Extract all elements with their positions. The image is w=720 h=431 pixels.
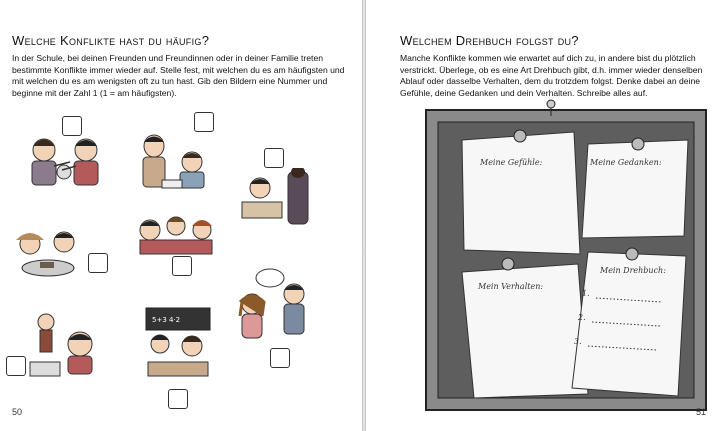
left-page-title: Welche Konflikte hast du häufig? — [12, 33, 210, 48]
corkboard — [366, 96, 720, 416]
right-page-title: Welchem Drehbuch folgst du? — [400, 33, 579, 48]
ranking-box-1[interactable] — [62, 116, 82, 136]
ranking-box-6[interactable] — [270, 348, 290, 368]
left-page-paragraph: In der Schule, bei deinen Freunden und Freundinnen oder in deiner Familie treten bestimmte Konflikte immer wieder auf. Stelle fest, mit welchen du es am häufigsten und mit welchen du es am wenigsten oft zu tun hast. Gib den Bildern eine Nummer und beginne mit der Zahl 1 (1 = am häufigsten). — [12, 53, 345, 98]
ranking-box-3[interactable] — [264, 148, 284, 168]
svg-text:5+3 4·2: 5+3 4·2 — [152, 316, 181, 324]
illustration-classroom — [142, 304, 214, 384]
ranking-box-4[interactable] — [88, 253, 108, 273]
note-thoughts-label: Meine Gedanken: — [590, 158, 662, 167]
ranking-box-8[interactable] — [168, 389, 188, 409]
illustration-kids-talking — [232, 268, 314, 344]
illustration-sad-kid — [26, 308, 102, 384]
script-item-2: 2. — [578, 313, 586, 322]
note-behavior-label: Mein Verhalten: — [478, 282, 544, 291]
note-feelings-label: Meine Gefühle: — [480, 158, 543, 167]
ranking-box-2[interactable] — [194, 112, 214, 132]
illustration-parent-child — [134, 128, 224, 194]
script-item-1: 1. — [582, 289, 590, 298]
left-page-number: 50 — [12, 407, 23, 417]
right-page-paragraph: Manche Konflikte kommen wie erwartet auf dich zu, in andere bist du plötzlich verstrickt. Überlege, ob es eine Art Drehbuch gibt, d.h. immer wieder denselben Ablauf oder dasselbe Verhalten, dem du trotzdem folgst. Denke dabei an deine Gefühle, deine Gedanken und dein Verhalten. Schreibe alles auf. — [400, 53, 703, 98]
illustration-meal-conflict — [8, 224, 86, 282]
note-script-label: Mein Drehbuch: — [600, 266, 666, 275]
ranking-box-5[interactable] — [172, 256, 192, 276]
illustration-group-kids — [134, 210, 218, 258]
note-feelings — [462, 132, 580, 254]
right-page-number: 51 — [696, 407, 707, 417]
illustration-kids-fighting — [14, 128, 114, 194]
illustration-homework — [236, 168, 328, 230]
right-page — [366, 0, 720, 431]
note-thoughts — [582, 140, 688, 238]
ranking-box-7[interactable] — [6, 356, 26, 376]
script-item-3: 3. — [574, 337, 582, 346]
